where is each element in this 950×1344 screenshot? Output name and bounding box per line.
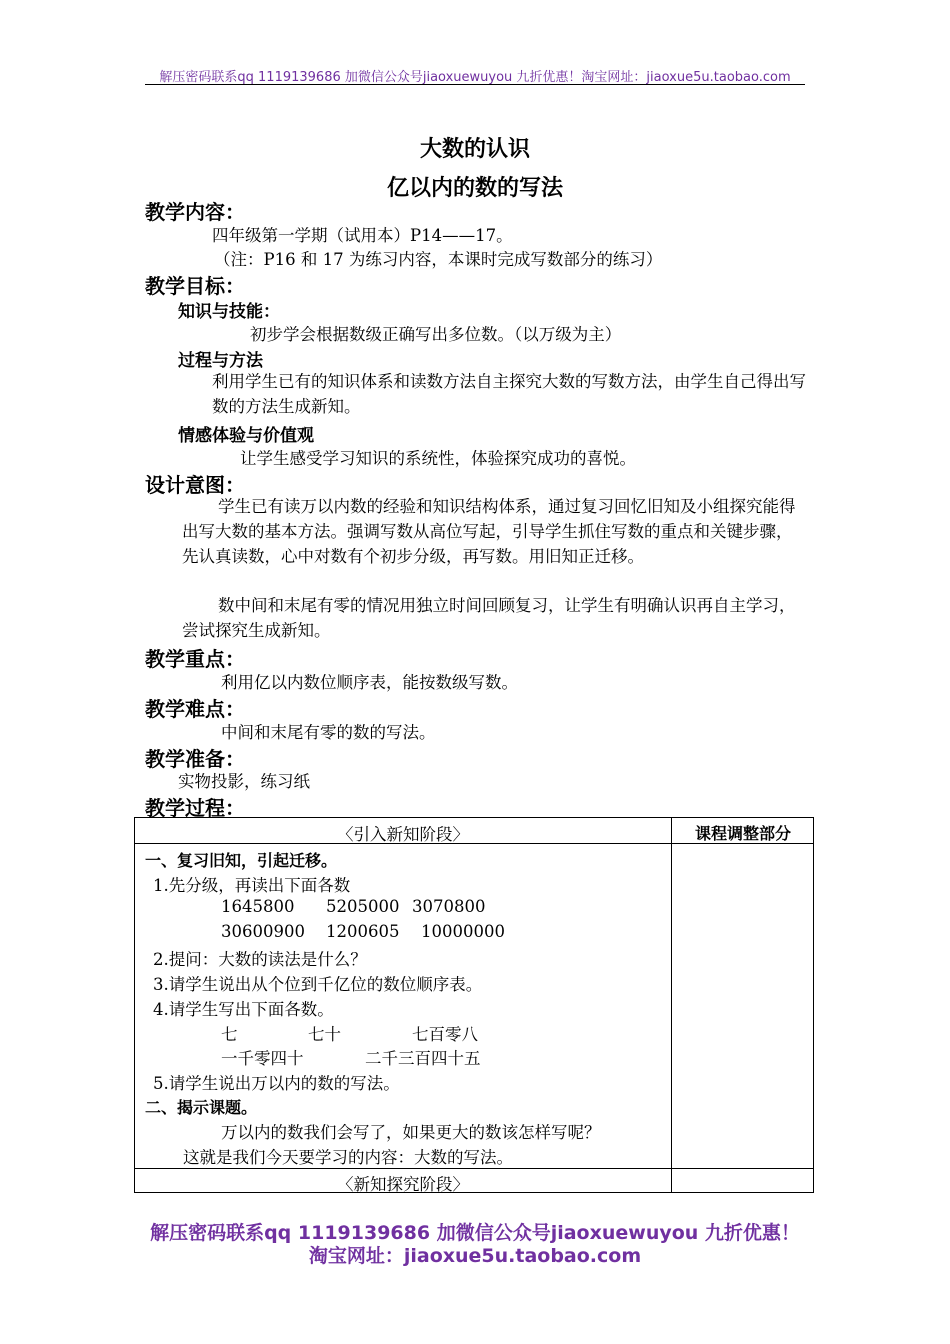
number-item: 1200605 — [326, 922, 400, 941]
number-item: 5205000 — [326, 897, 400, 916]
emotion-heading: 情感体验与价值观 — [178, 426, 314, 446]
chinese-number-item: 一千零四十 — [221, 1049, 304, 1068]
design-heading: 设计意图： — [145, 473, 245, 497]
process-method-text: 利用学生已有的知识体系和读数方法自主探究大数的写数方法，由学生自己得出写数的方法生成新知。 — [212, 372, 806, 416]
table-stage-rule — [135, 1168, 813, 1169]
item-5: 5.请学生说出万以内的数的写法。 — [153, 1074, 400, 1093]
adjustment-column-header: 课程调整部分 — [694, 824, 791, 843]
difficulty-text: 中间和末尾有零的数的写法。 — [221, 723, 436, 742]
number-item: 10000000 — [421, 922, 505, 941]
chinese-number-item: 二千三百四十五 — [365, 1049, 481, 1068]
preparation-text: 实物投影，练习纸 — [178, 772, 310, 791]
part2-line-1: 万以内的数我们会写了，如果更大的数该怎样写呢？ — [221, 1123, 601, 1142]
part1-title: 一、复习旧知，引起迁移。 — [145, 851, 338, 870]
difficulty-heading: 教学难点： — [145, 697, 245, 721]
document-title: 大数的认识 — [419, 137, 530, 162]
number-item: 1645800 — [221, 897, 295, 916]
table-column-divider — [671, 818, 672, 1192]
part2-line-2: 这就是我们今天要学习的内容：大数的写法。 — [183, 1148, 513, 1167]
header-divider — [145, 84, 805, 85]
teaching-process-heading: 教学过程： — [145, 796, 245, 820]
chinese-number-item: 七 — [221, 1025, 238, 1044]
process-method-heading: 过程与方法 — [178, 351, 263, 371]
content-line-1: 四年级第一学期（试用本）P14——17。 — [212, 226, 513, 245]
item-1: 1.先分级，再读出下面各数 — [153, 876, 351, 895]
stage-header-intro: 〈引入新知阶段〉 — [337, 825, 469, 844]
item-4: 4.请学生写出下面各数。 — [153, 1000, 334, 1019]
chinese-number-item: 七百零八 — [412, 1025, 478, 1044]
design-paragraph-2: 数中间和末尾有零的情况用独立时间回顾复习，让学生有明确认识再自主学习，尝试探究生成新知。 — [182, 596, 796, 640]
item-2: 2.提问：大数的读法是什么？ — [153, 950, 367, 969]
key-point-text: 利用亿以内数位顺序表，能按数级写数。 — [221, 673, 518, 692]
footer-watermark-line-2: 淘宝网址：jiaoxue5u.taobao.com — [308, 1245, 642, 1267]
footer-watermark-line-1: 解压密码联系qq 1119139686 加微信公众号jiaoxuewuyou 九折优惠！ — [150, 1222, 800, 1244]
chinese-number-item: 七十 — [308, 1025, 341, 1044]
number-item: 3070800 — [412, 897, 486, 916]
stage-header-explore: 〈新知探究阶段〉 — [337, 1175, 469, 1194]
goals-heading: 教学目标： — [145, 274, 245, 298]
teaching-process-table — [134, 817, 814, 1193]
content-line-2: （注：P16 和 17 为练习内容，本课时完成写数部分的练习） — [214, 250, 663, 269]
part2-title: 二、揭示课题。 — [145, 1098, 258, 1117]
design-paragraph-1: 学生已有读万以内数的经验和知识结构体系，通过复习回忆旧知及小组探究能得出写大数的基本方法。强调写数从高位写起，引导学生抓住写数的重点和关键步骤，先认真读数，心中对数有个初步分级，再写数。用旧知正迁移。 — [182, 497, 796, 566]
item-3: 3.请学生说出从个位到千亿位的数位顺序表。 — [153, 975, 483, 994]
knowledge-text: 初步学会根据数级正确写出多位数。（以万级为主） — [250, 325, 622, 344]
preparation-heading: 教学准备： — [145, 747, 245, 771]
page-header-watermark: 解压密码联系qq 1119139686 加微信公众号jiaoxuewuyou 九折优惠！淘宝网址：jiaoxue5u.taobao.com — [159, 70, 791, 85]
knowledge-heading: 知识与技能： — [178, 302, 280, 322]
number-item: 30600900 — [221, 922, 305, 941]
document-subtitle: 亿以内的数的写法 — [386, 176, 563, 201]
key-point-heading: 教学重点： — [145, 647, 245, 671]
emotion-text: 让学生感受学习知识的系统性，体验探究成功的喜悦。 — [240, 449, 636, 468]
content-heading: 教学内容： — [145, 200, 245, 224]
